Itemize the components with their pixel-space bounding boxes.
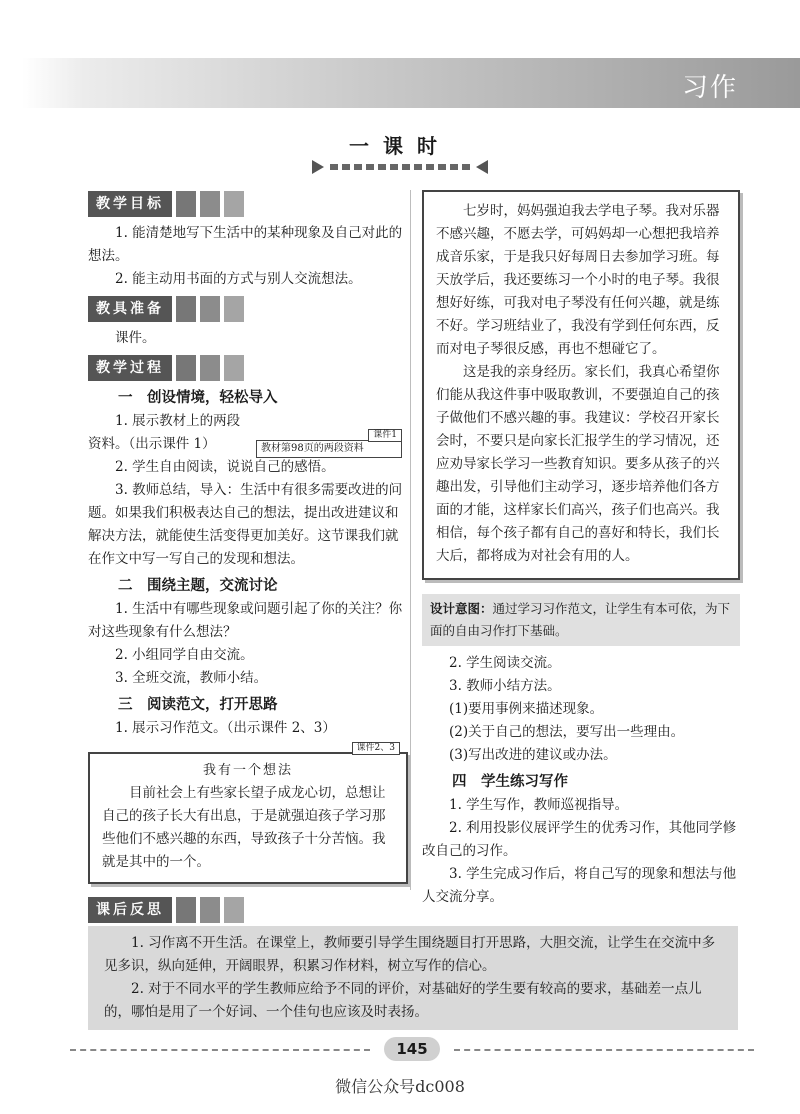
lesson-title: 一课时 xyxy=(349,134,451,158)
part2-title: 二 围绕主题，交流讨论 xyxy=(118,578,278,594)
essay-title: 我有一个想法 xyxy=(202,763,293,778)
deco-square xyxy=(224,191,244,217)
section-label-goals: 教学目标 xyxy=(88,191,172,217)
deco-square xyxy=(200,355,220,381)
right-column xyxy=(422,190,740,909)
goal-item: 2. 能主动用书面的方式与别人交流想法。 xyxy=(115,271,362,287)
step-item: 2. 学生阅读交流。 xyxy=(449,655,561,671)
deco-square xyxy=(200,897,220,923)
deco-square xyxy=(176,191,196,217)
reflection-paragraph: 2. 对于不同水平的学生教师应给予不同的评价，对基础好的学生要有较高的要求，基础差一点儿的，哪怕是用了一个好词、一个佳句也应该及时表扬。 xyxy=(104,981,702,1020)
reflection-paragraph: 1. 习作离不开生活。在课堂上，教师要引导学生围绕题目打开思路，大胆交流，让学生在交流中多见多识，纵向延伸，开阔眼界，积累习作材料，树立写作的信心。 xyxy=(104,935,716,974)
courseware-tag-text: 教材第98页的两段资料 xyxy=(261,443,364,454)
design-intent-text: 通过学习习作范文，让学生有本可依，为下面的自由习作打下基础。 xyxy=(430,601,731,638)
deco-square xyxy=(176,897,196,923)
left-column xyxy=(88,190,408,884)
design-intent-label: 设计意图： xyxy=(430,601,493,616)
section-label-tools: 教具准备 xyxy=(88,296,172,322)
page-number: 145 xyxy=(384,1037,440,1061)
step-item: 3. 教师小结方法。 xyxy=(449,678,561,694)
reflection-box xyxy=(88,926,738,1030)
part2-step: 2. 小组同学自由交流。 xyxy=(115,647,254,663)
section-goals-header xyxy=(88,190,408,218)
watermark-text: 微信公众号dc008 xyxy=(335,1077,465,1096)
essay-paragraph: 这是我的亲身经历。家长们，我真心希望你们能从我这件事中吸取教训，不要强迫自己的孩子做他们不感兴趣的事。我建议：学校召开家长会时，不要只是向家长汇报学生的学习情况，还应劝导家长学习一些教育知识。要多从孩子的兴趣出发，引导他们主动学习，逐步培养他们各方面的才能，这样家长们高兴，孩子们也高兴。我相信，每个孩子都有自己的喜好和特长，我们长大后，都将成为对社会有用的人。 xyxy=(436,364,720,564)
goal-item: 1. 能清楚地写下生活中的某种现象及自己对此的想法。 xyxy=(88,225,403,264)
part1-step: 1. 展示教材上的两段资料。（出示课件 1） xyxy=(88,413,241,452)
part3-title: 三 阅读范文，打开思路 xyxy=(118,697,278,713)
part4-step: 1. 学生写作，教师巡视指导。 xyxy=(449,797,629,813)
essay-paragraph: 目前社会上有些家长望子成龙心切，总想让自己的孩子长大有出息，于是就强迫孩子学习那些他们不感兴趣的东西，导致孩子十分苦恼。我就是其中的一个。 xyxy=(102,785,386,870)
section-reflection-header xyxy=(88,896,244,928)
title-decoration xyxy=(312,158,488,176)
part1-step: 3. 教师总结，导入：生活中有很多需要改进的问题。如果我们积极表达自己的想法，提出改进建议和解决方法，就能使生活变得更加美好。这节课我们就在作文中写一写自己的发现和想法。 xyxy=(88,482,403,567)
footer-dash-left xyxy=(70,1049,370,1051)
section-process-header xyxy=(88,354,408,382)
tools-text: 课件。 xyxy=(115,330,156,346)
deco-square xyxy=(176,296,196,322)
reflection-header-row xyxy=(88,896,244,924)
steps-list xyxy=(422,652,740,767)
section-label-reflection: 课后反思 xyxy=(88,897,172,923)
part4-step: 2. 利用投影仪展评学生的优秀习作，其他同学修改自己的习作。 xyxy=(422,820,737,859)
deco-square xyxy=(200,296,220,322)
step-item: (2)关于自己的想法，要写出一些理由。 xyxy=(449,724,685,740)
deco-square xyxy=(224,296,244,322)
design-intent xyxy=(422,594,740,646)
part2-step: 1. 生活中有哪些现象或问题引起了你的关注？你对这些现象有什么想法？ xyxy=(88,601,403,640)
essay-continued-box xyxy=(422,190,740,580)
part4-step: 3. 学生完成习作后，将自己写的现象和想法与他人交流分享。 xyxy=(422,866,737,905)
essay-paragraph: 七岁时，妈妈强迫我去学电子琴。我对乐器不感兴趣，不愿去学，可妈妈却一心想把我培养成音乐家，于是我只好每周日去参加学习班。每天放学后，我还要练习一个小时的电子琴。我很想好好练，可我对电子琴没有任何兴趣，就是练不好。学习班结业了，我没有学到任何东西，反而对电子琴很反感，再也不想碰它了。 xyxy=(436,203,720,357)
step-item: (1)要用事例来描述现象。 xyxy=(449,701,604,717)
part1-step: 2. 学生自由阅读，说说自己的感悟。 xyxy=(115,459,335,475)
part1-block xyxy=(88,410,408,456)
part1-title: 一 创设情境，轻松导入 xyxy=(118,390,278,406)
deco-square xyxy=(224,897,244,923)
essay-box xyxy=(88,743,408,884)
courseware-tag xyxy=(256,430,402,458)
part2-step: 3. 全班交流，教师小结。 xyxy=(115,670,268,686)
deco-square xyxy=(176,355,196,381)
essay-courseware-tag: 课件2、3 xyxy=(352,742,400,755)
column-divider xyxy=(410,190,411,890)
header-title: 习作 xyxy=(681,73,738,103)
deco-square xyxy=(224,355,244,381)
part4-title: 四 学生练习写作 xyxy=(452,774,568,790)
deco-square xyxy=(200,191,220,217)
courseware-tag-id: 课件1 xyxy=(368,429,402,442)
footer-dash-right xyxy=(454,1049,754,1051)
header-band xyxy=(22,58,800,108)
step-item: (3)写出改进的建议或办法。 xyxy=(449,747,617,763)
section-tools-header xyxy=(88,295,408,323)
section-label-process: 教学过程 xyxy=(88,355,172,381)
part3-step: 1. 展示习作范文。（出示课件 2、3） xyxy=(115,720,336,736)
